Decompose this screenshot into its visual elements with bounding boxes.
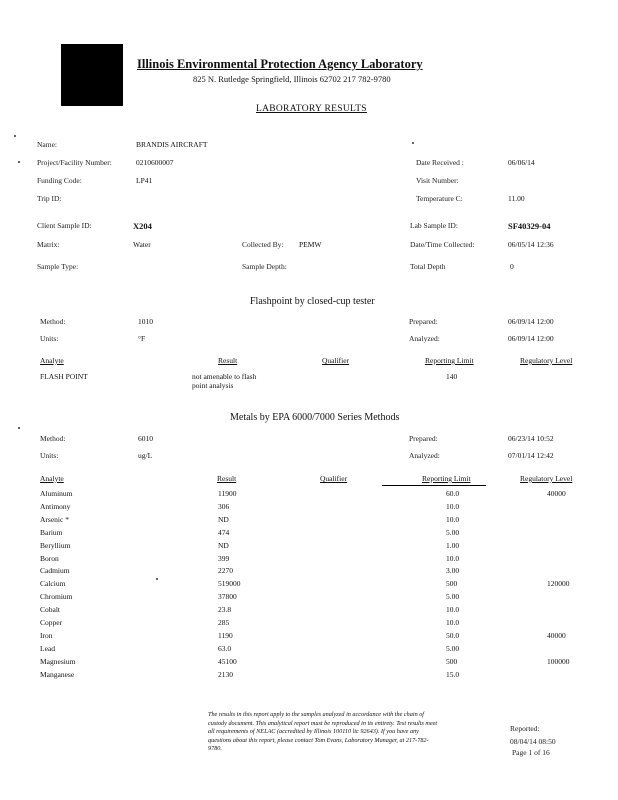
scan-speck xyxy=(18,427,20,429)
metal-analyte: Arsenic * xyxy=(40,514,69,524)
flashpoint-col-regulatory: Regulatory Level xyxy=(520,356,573,365)
total-depth-label: Total Depth xyxy=(410,262,446,271)
scan-speck xyxy=(156,578,158,580)
reported-value: 08/04/14 08:50 xyxy=(510,737,556,746)
flashpoint-reporting: 140 xyxy=(446,372,458,381)
metal-result: 474 xyxy=(218,527,230,537)
client-sample-label: Client Sample ID: xyxy=(37,221,92,230)
metal-analyte: Chromium xyxy=(40,592,73,602)
metal-result: 63.0 xyxy=(218,643,232,653)
metal-analyte: Aluminum xyxy=(40,489,73,498)
metal-result: 1190 xyxy=(218,630,233,640)
metal-reporting-limit: 10.0 xyxy=(446,514,460,524)
metal-analyte: Lead xyxy=(40,643,55,653)
metal-result: 399 xyxy=(218,553,230,563)
metal-result: 23.8 xyxy=(218,605,232,615)
date-received-label: Date Received : xyxy=(416,158,464,167)
agency-address: 825 N. Rutledge Springfield, Illinois 62702 217 782-9780 xyxy=(193,74,391,84)
matrix-label: Matrix: xyxy=(37,240,60,249)
metals-col-qualifier: Qualifier xyxy=(320,474,348,483)
flashpoint-method-value: 1010 xyxy=(138,317,153,326)
metal-analyte: Barium xyxy=(40,527,63,537)
metal-analyte: Iron xyxy=(40,630,53,640)
reporting-limit-rule xyxy=(382,485,486,486)
metal-analyte: Manganese xyxy=(40,669,75,679)
scan-speck xyxy=(14,135,16,137)
metal-result: 45100 xyxy=(218,656,237,666)
flashpoint-col-qualifier: Qualifier xyxy=(322,356,350,365)
flashpoint-analyzed-label: Analyzed: xyxy=(409,334,440,343)
metals-prepared-value: 06/23/14 10:52 xyxy=(508,434,554,443)
metal-reporting-limit: 1.00 xyxy=(446,540,460,550)
metal-analyte: Magnesium xyxy=(40,656,76,666)
report-title: LABORATORY RESULTS xyxy=(256,104,367,114)
metals-col-result: Result xyxy=(217,474,237,483)
metal-reporting-limit: 500 xyxy=(446,579,458,589)
flashpoint-analyte: FLASH POINT xyxy=(40,372,88,381)
metals-method-label: Method: xyxy=(40,434,66,443)
name-value: BRANDIS AIRCRAFT xyxy=(136,140,208,149)
metals-method-value: 6010 xyxy=(138,434,153,443)
metal-result: 519000 xyxy=(218,579,241,589)
metal-regulatory-level: 40000 xyxy=(547,630,566,640)
flashpoint-col-analyte: Analyte xyxy=(40,356,64,365)
footer-note: The results in this report apply to the samples analyzed in accordance with the chain of custody document. This analytical report must be reproduced in its entirety. Test results meet all requirements of NELAC (accredited by Illinois 100110 lic 92643). If you have any questions about this report, please contact Tom Evans, Laboratory Manager, at 217-782-9780. xyxy=(208,711,438,753)
metal-regulatory-level: 120000 xyxy=(547,579,570,589)
metal-reporting-limit: 10.0 xyxy=(446,553,460,563)
metal-result: 285 xyxy=(218,618,230,627)
metal-result: 306 xyxy=(218,501,230,511)
date-collected-label: Date/Time Collected: xyxy=(410,240,475,249)
visit-label: Visit Number: xyxy=(416,176,459,185)
metal-regulatory-level: 40000 xyxy=(547,489,566,498)
matrix-value: Water xyxy=(133,240,151,249)
flashpoint-col-reporting: Reporting Limit xyxy=(425,356,474,365)
lab-sample-value: SF40329-04 xyxy=(508,221,551,231)
metal-reporting-limit: 10.0 xyxy=(446,605,460,615)
metal-analyte: Cadmium xyxy=(40,566,70,576)
metal-result: 37800 xyxy=(218,592,237,602)
scan-speck xyxy=(412,142,414,144)
flashpoint-prepared-label: Prepared: xyxy=(409,317,438,326)
metals-units-value: ug/L xyxy=(138,451,153,460)
metal-reporting-limit: 3.00 xyxy=(446,566,460,576)
metal-result: 2270 xyxy=(218,566,233,576)
flashpoint-result-line1: not amenable to flash xyxy=(192,372,257,381)
lab-sample-label: Lab Sample ID: xyxy=(410,221,458,230)
metal-reporting-limit: 5.00 xyxy=(446,643,460,653)
metals-analyzed-value: 07/01/14 12:42 xyxy=(508,451,554,460)
metal-regulatory-level: 100000 xyxy=(547,656,570,666)
page-number: Page 1 of 16 xyxy=(512,748,550,757)
funding-value: LP41 xyxy=(136,176,153,185)
metals-col-regulatory: Regulatory Level xyxy=(520,474,573,483)
project-value: 0210600007 xyxy=(136,158,174,167)
temperature-label: Temperature C: xyxy=(416,194,463,203)
scan-speck xyxy=(18,161,20,163)
metal-result: 11900 xyxy=(218,489,237,498)
collected-by-label: Collected By: xyxy=(242,240,284,249)
metal-reporting-limit: 10.0 xyxy=(446,501,460,511)
collected-by-value: PEMW xyxy=(299,240,322,249)
metal-reporting-limit: 5.00 xyxy=(446,527,460,537)
metals-units-label: Units: xyxy=(40,451,59,460)
metal-analyte: Antimony xyxy=(40,501,71,511)
date-collected-value: 06/05/14 12:36 xyxy=(508,240,554,249)
trip-label: Trip ID: xyxy=(37,194,62,203)
metal-reporting-limit: 15.0 xyxy=(446,669,460,679)
flashpoint-method-label: Method: xyxy=(40,317,66,326)
temperature-value: 11.00 xyxy=(508,194,525,203)
flashpoint-col-result: Result xyxy=(218,356,238,365)
metal-result: 2130 xyxy=(218,669,233,679)
metals-section-title: Metals by EPA 6000/7000 Series Methods xyxy=(230,412,400,423)
metal-reporting-limit: 5.00 xyxy=(446,592,460,602)
name-label: Name: xyxy=(37,140,57,149)
sample-depth-label: Sample Depth: xyxy=(242,262,287,271)
agency-name: Illinois Environmental Protection Agency Laboratory xyxy=(137,57,423,71)
metal-result: ND xyxy=(218,540,229,550)
metal-reporting-limit: 50.0 xyxy=(446,630,460,640)
metals-analyzed-label: Analyzed: xyxy=(409,451,440,460)
metal-analyte: Copper xyxy=(40,618,63,627)
metal-analyte: Boron xyxy=(40,553,59,563)
project-label: Project/Facility Number: xyxy=(37,158,112,167)
metal-analyte: Cobalt xyxy=(40,605,60,615)
metals-col-reporting: Reporting Limit xyxy=(422,474,471,483)
metal-analyte: Beryllium xyxy=(40,540,71,550)
flashpoint-section-title: Flashpoint by closed-cup tester xyxy=(250,296,375,307)
metal-analyte: Calcium xyxy=(40,579,66,589)
metal-reporting-limit: 60.0 xyxy=(446,489,460,498)
agency-logo xyxy=(61,44,123,106)
flashpoint-units-value: °F xyxy=(138,334,146,343)
flashpoint-units-label: Units: xyxy=(40,334,59,343)
reported-label: Reported: xyxy=(510,724,540,733)
metal-reporting-limit: 10.0 xyxy=(446,618,460,627)
funding-label: Funding Code: xyxy=(37,176,82,185)
sample-type-label: Sample Type: xyxy=(37,262,79,271)
date-received-value: 06/06/14 xyxy=(508,158,535,167)
metal-reporting-limit: 500 xyxy=(446,656,458,666)
metals-prepared-label: Prepared: xyxy=(409,434,438,443)
metals-col-analyte: Analyte xyxy=(40,474,64,483)
metal-result: ND xyxy=(218,514,229,524)
flashpoint-result-line2: point analysis xyxy=(192,381,234,390)
client-sample-value: X204 xyxy=(133,221,152,231)
flashpoint-analyzed-value: 06/09/14 12:00 xyxy=(508,334,554,343)
flashpoint-prepared-value: 06/09/14 12:00 xyxy=(508,317,554,326)
total-depth-value: 0 xyxy=(510,262,514,271)
